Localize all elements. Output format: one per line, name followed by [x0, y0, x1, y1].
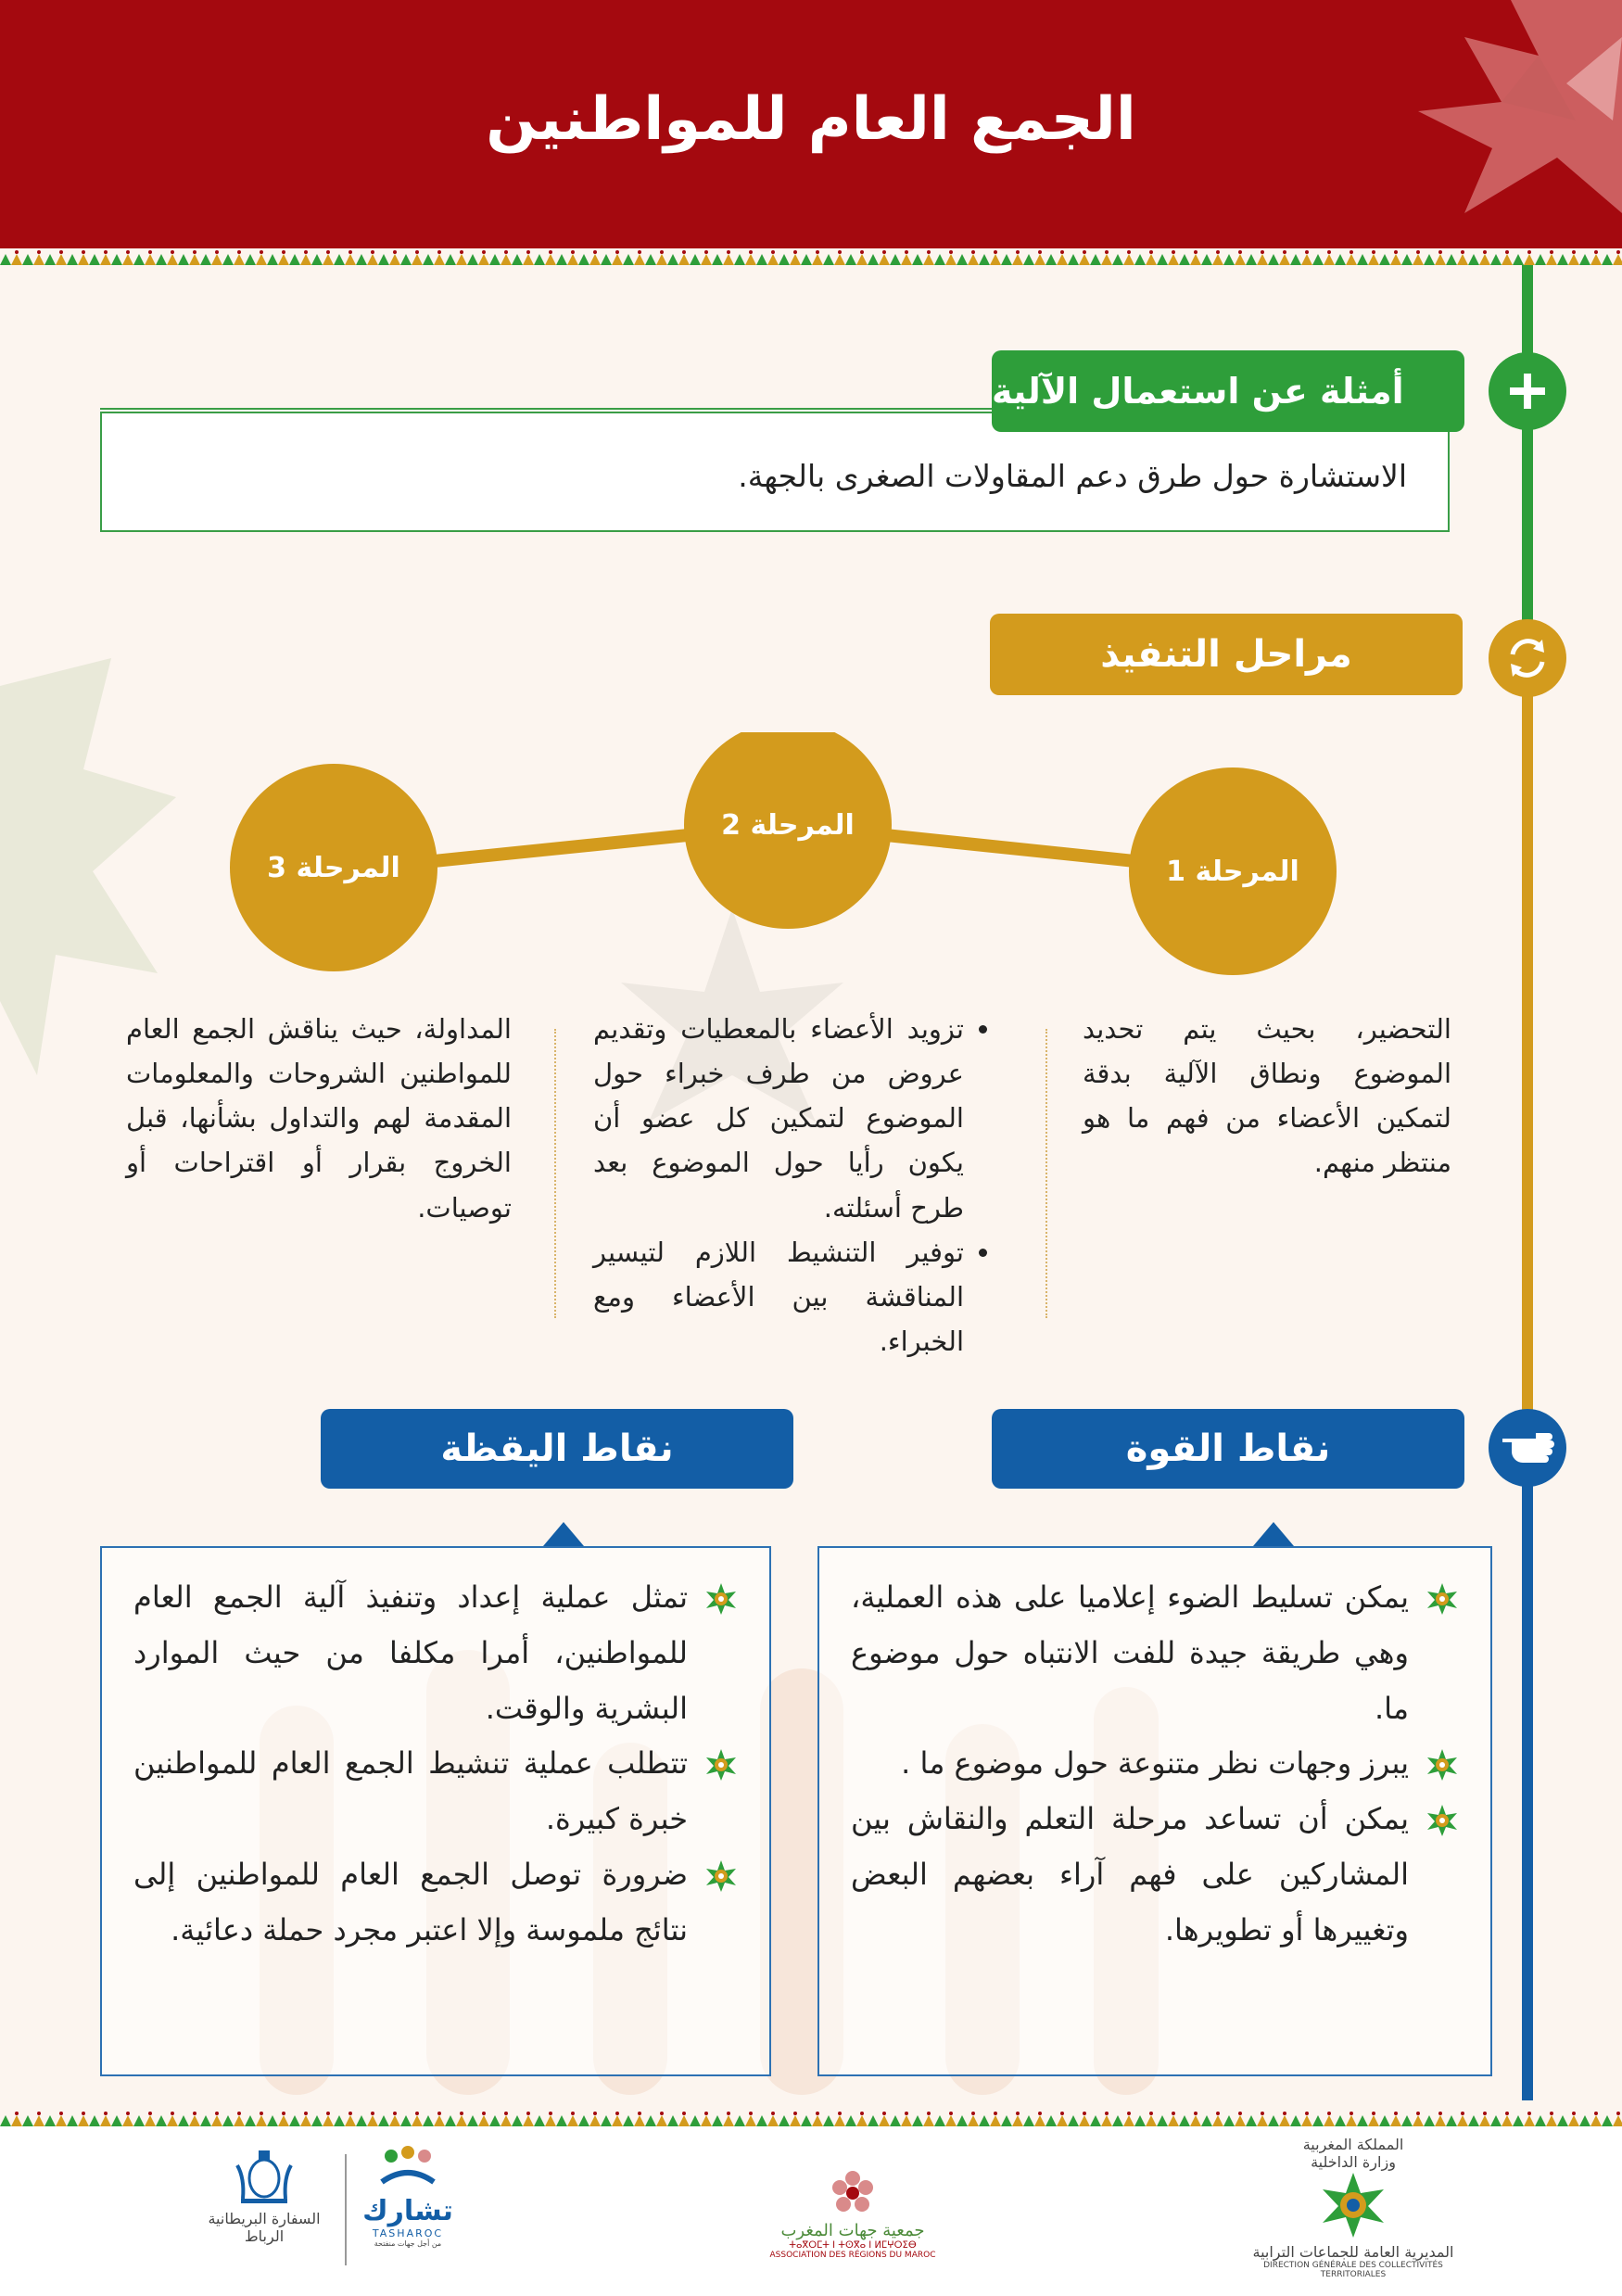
stages-heading: مراحل التنفيذ [990, 614, 1463, 695]
stage-2-description [593, 1007, 992, 1364]
footer-divider [345, 2154, 347, 2265]
strengths-pointer [1253, 1522, 1294, 1546]
stages-diagram [0, 732, 1622, 992]
british-embassy-logo: السفارة البريطانية الرباط [185, 2147, 343, 2245]
stage-divider [1045, 1029, 1047, 1318]
decorative-border-top [0, 250, 1622, 265]
watchpoints-pointer [543, 1522, 584, 1546]
page-title: الجمع العام للمواطنين [486, 85, 1136, 154]
strength-item: يمكن تسليط الضوء إعلاميا على هذه العملية، وهي طريقة جيدة للفت الانتباه حول موضوع ما. [851, 1570, 1459, 1736]
stage-3-description: المداولة، حيث يناقش الجمع العام للمواطنين الشروحات والمعلومات المقدمة لهم والتداول بشأنها، قبل الخروج بقرار أو اقتراحات أو توصيات. [126, 1013, 512, 1224]
pointing-hand-icon [1489, 1409, 1566, 1487]
watchpoints-heading: نقاط اليقظة [321, 1409, 793, 1489]
star-bullet-icon [704, 1859, 738, 1893]
stage-2-item: • تزويد الأعضاء بالمعطيات وتقديم عروض من طرف خبراء حول الموضوع لتمكين كل عضو أن يكون رأيا حول الموضوع بعد طرح أسئلته. [593, 1007, 964, 1230]
ministry-logo: المملكة المغربية وزارة الداخلية المديرية العامة للجماعات الترابية DIRECTION GÉNÉRALE DES COLLECTIVITÉS TERRITORIALES [1252, 2136, 1454, 2279]
ministry-star-emblem-icon [1319, 2171, 1388, 2239]
stage-3-label: المرحلة 3 [267, 852, 400, 884]
strengths-box [817, 1546, 1492, 2076]
arm-logo: جمعية جهات المغرب ⵜⴰⴳⵔⵎⵜ ⵏ ⵜⵙⴳⴰ ⵏ ⵍⵎⵖⵔⵉⴱ ASSOCIATION DES RÉGIONS DU MAROC [741, 2169, 964, 2260]
example-divider-line [100, 408, 992, 410]
watchpoint-item: ضرورة توصل الجمع العام للمواطنين إلى نتائج ملموسة وإلا اعتبر مجرد حملة دعائية. [133, 1847, 738, 1959]
stage-2-item: • توفير التنشيط اللازم لتيسير المناقشة بين الأعضاء ومع الخبراء. [593, 1230, 964, 1364]
arm-flower-icon [829, 2169, 877, 2217]
stage-1-label: المرحلة 1 [1166, 856, 1299, 888]
watchpoint-item: تمثل عملية إعداد وتنفيذ آلية الجمع العام للمواطنين، أمرا مكلفا من حيث الموارد البشرية والوقت. [133, 1570, 738, 1736]
footer [0, 2126, 1622, 2296]
plus-icon [1489, 352, 1566, 430]
example-text: الاستشارة حول طرق دعم المقاولات الصغرى بالجهة. [738, 458, 1407, 494]
stage-1-description: التحضير، بحيث يتم تحديد الموضوع ونطاق الآلية بدقة لتمكين الأعضاء من فهم ما هو منتظر منهم. [1083, 1013, 1451, 1179]
refresh-cycle-icon [1489, 619, 1566, 697]
star-bullet-icon [704, 1748, 738, 1782]
star-bullet-icon [1426, 1748, 1459, 1782]
royal-coat-of-arms-icon [234, 2147, 295, 2206]
header-banner [0, 0, 1622, 248]
tasharoc-people-icon [378, 2145, 437, 2191]
timeline-line-green [1522, 265, 1533, 654]
star-bullet-icon [704, 1582, 738, 1616]
watchpoints-box [100, 1546, 771, 2076]
stage-divider [554, 1029, 556, 1318]
examples-heading: أمثلة عن استعمال الآلية [992, 350, 1464, 432]
strength-item: يمكن أن تساعد مرحلة التعلم والنقاش بين المشاركين على فهم آراء بعضهم البعض وتغييرها أو تطويرها. [851, 1792, 1459, 1958]
timeline-line-blue [1522, 1439, 1533, 2100]
watchpoint-item: تتطلب عملية تنشيط الجمع العام للمواطنين خبرة كبيرة. [133, 1736, 738, 1847]
tasharoc-logo: تشارك TASHAROC من أجل جهات منفتحة [352, 2145, 463, 2248]
strengths-heading: نقاط القوة [992, 1409, 1464, 1489]
decorative-border-bottom [0, 2112, 1622, 2126]
stage-2-label: المرحلة 2 [721, 809, 855, 842]
star-bullet-icon [1426, 1804, 1459, 1837]
strength-item: يبرز وجهات نظر متنوعة حول موضوع ما . [851, 1736, 1459, 1792]
star-bullet-icon [1426, 1582, 1459, 1616]
